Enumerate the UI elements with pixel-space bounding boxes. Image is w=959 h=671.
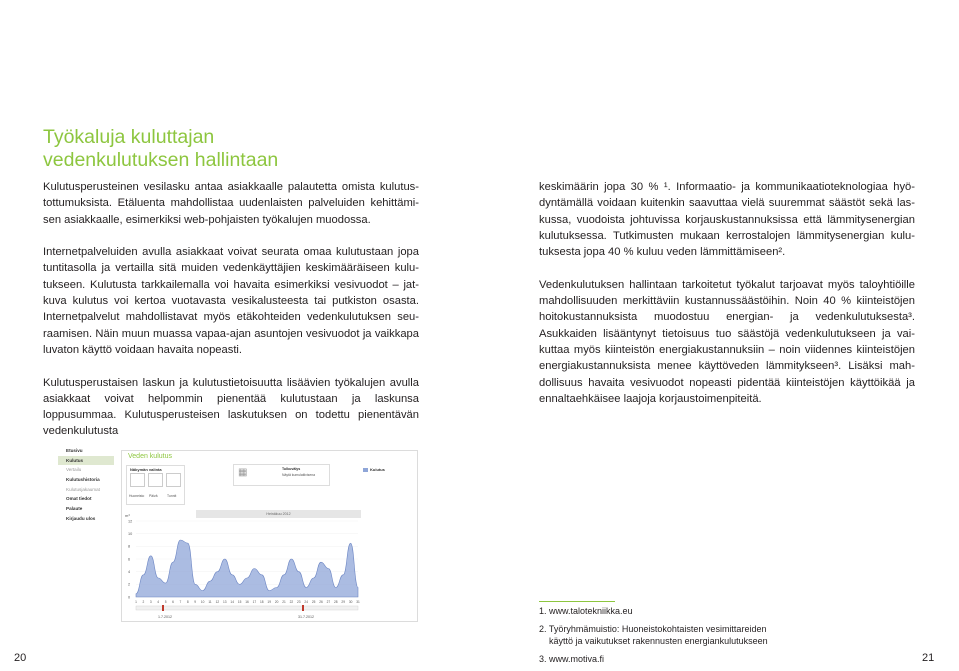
title-line-1: Työkaluja kuluttajan	[43, 126, 215, 148]
x-tick-label: 29	[341, 600, 345, 604]
sidebar-item-etusivu[interactable]: Etusivu	[66, 448, 83, 453]
x-tick-label: 15	[237, 600, 242, 604]
date-range-slider[interactable]	[136, 606, 358, 610]
right-column	[539, 179, 915, 407]
footnote-number: 2.	[539, 624, 547, 634]
hour-view-label: Tunnit	[167, 494, 177, 498]
y-tick-label: 8	[128, 544, 131, 549]
y-tick-label: 2	[128, 582, 131, 587]
y-axis-unit: m³	[125, 513, 130, 518]
range-start-handle[interactable]	[162, 605, 164, 611]
x-tick-label: 12	[215, 600, 220, 604]
x-tick-label: 27	[326, 600, 331, 604]
legend	[363, 467, 385, 472]
view-selector	[126, 465, 185, 505]
x-tick-label: 6	[172, 600, 174, 604]
sidebar-item-omat-tiedot[interactable]: Omat tiedot	[66, 496, 92, 502]
page-number-right: 21	[922, 652, 935, 664]
x-tick-label: 26	[319, 600, 323, 604]
sidebar-item-palaute[interactable]: Palaute	[66, 506, 83, 512]
consumption-panel	[121, 450, 418, 622]
x-tick-label: 18	[260, 600, 264, 604]
x-tick-label: 30	[348, 600, 353, 604]
x-tick-label: 21	[282, 600, 286, 604]
x-tick-label: 4	[157, 600, 160, 604]
sidebar-item-kulutushistoria[interactable]: Kulutushistoria	[66, 477, 100, 483]
sidebar-menu	[58, 446, 114, 524]
day-view-button[interactable]	[148, 473, 163, 487]
footnote-number: 3.	[539, 654, 547, 664]
period-label: Heinäkuu 2012	[196, 510, 361, 518]
x-tick-label: 25	[311, 600, 316, 604]
y-tick-label: 6	[128, 557, 131, 562]
x-tick-label: 24	[304, 600, 308, 604]
y-tick-label: 12	[128, 519, 133, 524]
sidebar-item-kulutus[interactable]: Kulutus	[58, 456, 114, 466]
web-service-screenshot	[58, 446, 416, 622]
paragraph: Kulutusperusteinen vesilasku antaa asiakkaalle palautetta omista kulutustottumuksista. Etäluenta mahdollistaa uudenlaisten palveluiden kehittämisen asiakkaalle, esimerkiksi web-pohjaisten työkalujen muodossa.	[43, 181, 419, 226]
x-tick-label: 1	[135, 600, 137, 604]
consumption-chart	[122, 501, 417, 621]
range-end-handle[interactable]	[302, 605, 304, 611]
x-tick-label: 19	[267, 600, 271, 604]
calendar-box	[233, 464, 330, 486]
calendar-icon[interactable]: ▦	[238, 467, 248, 478]
x-tick-label: 11	[208, 600, 212, 604]
x-tick-label: 10	[200, 600, 205, 604]
sidebar-item-kulutusjakaumat[interactable]: Kulutusjakaumat	[66, 486, 100, 492]
left-column	[43, 179, 419, 440]
x-tick-label: 8	[186, 600, 189, 604]
title-line-2: vedenkulutuksen hallintaan	[43, 149, 279, 171]
x-axis-ticks	[135, 600, 360, 611]
panel-title: Veden kulutus	[128, 453, 172, 460]
paragraph: Internetpalveluiden avulla asiakkaat voivat seurata omaa kulutustaan jopa tuntitasolla ja vertailla sitä muiden vedenkäyttäjien keskimääräiseen kulutukseen. Kulutusta tarkkailemalla voi havaita esimerkiksi vesivuodot – jatkuva kulutus voi kertoa vuotavasta vesikalusteesta tai putkiston osasta. Internetpalvelut mahdollistavat myös etäkohteiden vedenkulutuksen seuraamisen. Näin muun muassa vapaa-ajan asuntojen vesivuodot ja vaikkapa luvaton käyttö voidaan havaita nopeasti.	[43, 246, 419, 356]
x-tick-label: 16	[245, 600, 249, 604]
consumption-area	[136, 540, 358, 597]
footnote-text-continued: käyttö ja vaikutukset rakennusten energiankulutukseen	[549, 636, 768, 646]
date-end-label: 31.7.2012	[298, 615, 314, 619]
paragraph: Kulutusperustaisen laskun ja kulutustietoisuutta lisäävien työkalujen avulla asiakkaat voivat helpommin pienentää kulutustaan ja laskunsa loppusummaa. Kulutusperusteisen laskutuksen on todettu pienentävän vedenkulutusta	[43, 376, 419, 438]
footnote-text: www.talotekniikka.eu	[549, 606, 633, 616]
x-tick-label: 28	[334, 600, 338, 604]
x-tick-label: 23	[297, 600, 301, 604]
view-selector-title: Näkymän valinta	[130, 467, 162, 472]
footnote-text: www.motiva.fi	[549, 654, 605, 664]
y-tick-label: 0	[128, 595, 131, 600]
date-start-label: 1.7.2012	[158, 615, 172, 619]
footnote-text: Työryhmämuistio: Huoneistokohtaisten vesimittareiden	[548, 624, 767, 634]
x-tick-label: 5	[164, 600, 167, 604]
day-view-label: Päivä	[149, 494, 158, 498]
y-axis-ticks	[128, 519, 132, 599]
footnote-3	[539, 653, 819, 665]
interval-label: Tulkuvälys	[282, 467, 301, 471]
x-tick-label: 17	[252, 600, 257, 604]
paragraph: keskimäärin jopa 30 % ¹. Informaatio- ja kommunikaatioteknologiaa hyödyntämällä voidaan kuitenkin saavuttaa vielä suuremmat säästöt sekä laskussa, vuodoista johtuvissa korjauskustannuksissa että lämmitysenergian kulutuksessa. Tutkimusten mukaan kerrostalojen lämmitysenergian kulutuksesta jopa 40 % kuluu veden lämmittämiseen².	[539, 181, 915, 259]
footnote-1	[539, 605, 819, 617]
y-tick-label: 10	[128, 531, 133, 536]
x-tick-label: 22	[289, 600, 294, 604]
page-title	[43, 126, 278, 172]
x-tick-label: 3	[149, 600, 152, 604]
x-tick-label: 7	[179, 600, 182, 604]
x-tick-label: 13	[223, 600, 227, 604]
x-tick-label: 2	[142, 600, 145, 604]
x-tick-label: 31	[356, 600, 360, 604]
footnotes	[539, 601, 819, 671]
legend-label: Kulutus	[370, 467, 385, 472]
sidebar-item-kirjaudu-ulos[interactable]: Kirjaudu ulos	[66, 515, 96, 521]
footnote-divider	[539, 601, 615, 602]
y-tick-label: 4	[128, 569, 131, 574]
page-number-left: 20	[14, 652, 27, 664]
x-tick-label: 14	[230, 600, 234, 604]
footnote-number: 1.	[539, 606, 547, 616]
apartment-view-label: Huoneisto	[129, 494, 145, 498]
cumulative-checkbox[interactable]: Näytä kumulatiivisena	[282, 473, 315, 477]
x-tick-label: 9	[194, 600, 197, 604]
apartment-view-button[interactable]	[130, 473, 145, 487]
footnote-2	[539, 623, 819, 647]
sidebar-item-vertailu[interactable]: Vertailu	[66, 467, 82, 473]
hour-view-button[interactable]	[166, 473, 181, 487]
legend-swatch	[363, 468, 368, 472]
x-tick-label: 20	[274, 600, 279, 604]
paragraph: Vedenkulutuksen hallintaan tarkoitetut työkalut tarjoavat myös taloyhtiöille mahdollisuuden merkittäviin kustannussäästöihin. Noin 40 % kiinteistöjen hoitokustannuksista muodostuu energian- ja vedenkulutuksesta³. Asukkaiden lisääntynyt tietoisuus tuo säästöjä vedenkulutukseen ja vaikuttaa myös kiinteistön energiakustannuksiin – noin viidennes kiinteistöjen energiakustannuksista menee käyttöveden lämmitykseen³. Lisäksi mahdollisuus havaita vesivuodot nopeasti pidentää kiinteistöjen käyttöikää ja ennaltaehkäisee laajoja korjaustoimenpiteitä.	[539, 278, 915, 405]
